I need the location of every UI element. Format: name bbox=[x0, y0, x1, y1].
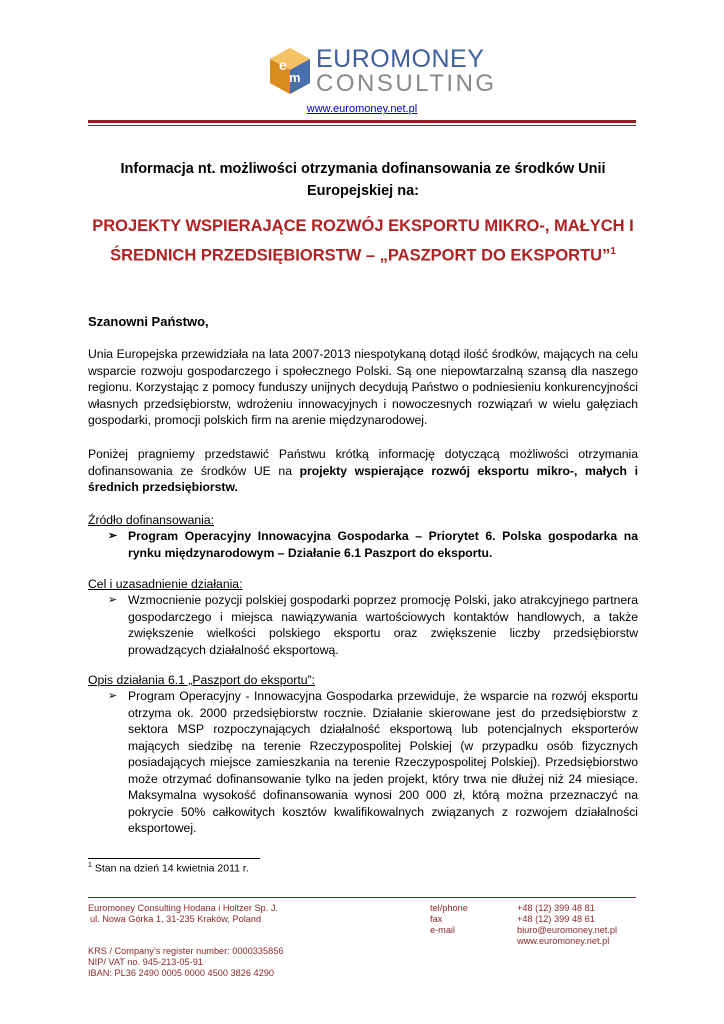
bullet-text: Wzmocnienie pozycji polskiej gospodarki poprzez promocję Polski, jako atrakcyjnego partnera gospodarczego i miejsca nawiązywania wartościowych kontaktów handlowych, a także zwiększenie wielkości polskiego eksportu oraz zwiększenie liczby przedsiębiorstw prowadzących działalność eksportową. bbox=[128, 593, 638, 657]
paragraph2-bold: projekty wspierające rozwój eksportu mikro-, małych i średnich przedsiębiorstw. bbox=[88, 463, 639, 494]
list-item bbox=[108, 528, 638, 561]
footer-krs: KRS / Company’s register number: 0000335856 bbox=[88, 946, 284, 956]
footer-email-label: e-mail bbox=[430, 925, 456, 935]
bullet-text: Program Operacyjny Innowacyjna Gospodarka – Priorytet 6. Polska gospodarka na rynku międzynarodowym – Działanie 6.1 Paszport do eksportu. bbox=[128, 529, 638, 560]
logo-line2: CONSULTING bbox=[316, 70, 497, 97]
second-paragraph bbox=[88, 446, 638, 496]
list-item bbox=[108, 592, 638, 658]
footer-fax: +48 (12) 399 48 61 bbox=[517, 914, 595, 924]
footnote-divider bbox=[88, 858, 260, 859]
footer-address: ul. Nowa Górka 1, 31-235 Kraków, Poland bbox=[90, 914, 262, 924]
logo-mark-icon bbox=[266, 46, 314, 96]
footer-email[interactable]: biuro@euromoney.net.pl bbox=[517, 925, 618, 935]
footer-tel-label: tel/phone bbox=[430, 903, 468, 913]
footnote-ref: 1 bbox=[610, 246, 616, 257]
arrow-bullet-icon: ➢ bbox=[108, 690, 118, 702]
arrow-bullet-icon: ➢ bbox=[108, 530, 118, 542]
paragraph2-text: Poniżej pragniemy przedstawić Państwu krótką informację dotyczącą możliwości otrzymania dofinansowania ze środków UE na bbox=[88, 447, 638, 478]
section-heading-funding-source: Źródło dofinansowania: bbox=[88, 513, 215, 527]
footnote-text: Stan na dzień 14 kwietnia 2011 r. bbox=[94, 862, 249, 875]
greeting: Szanowni Państwo, bbox=[88, 314, 209, 329]
bullet-text: Program Operacyjny - Innowacyjna Gospodarka przewiduje, że wsparcie na rozwój eksportu otrzyma ok. 2000 przedsiębiorstw rocznie. Działanie skierowane jest do przedsiębiorstw z sektora MSP rozpoczynających działalność eksportową lub potencjalnych eksporterów mających siedzibę na terenie Rzeczypospolitej Polskiej (w przypadku osób fizycznych posiadających miejsce zamieszkania na terenie Rzeczypospolitej Polskiej). Przedsiębiorstwo może otrzymać dofinansowanie tylko na jeden projekt, który trwa nie dłużej niż 24 miesiące. Maksymalna wysokość dofinansowania wynosi 200 000 zł, którą można przeznaczyć na pokrycie 50% całkowitych kosztów kwalifikowalnych związanych z rozwojem działalności eksportowej. bbox=[128, 689, 638, 835]
footer-iban: IBAN: PL36 2490 0005 0000 4500 3826 4290 bbox=[88, 968, 274, 978]
footnote bbox=[88, 862, 249, 875]
footer-nip: NIP/ VAT no. 945-213-05-91 bbox=[88, 957, 203, 967]
list-item bbox=[108, 688, 638, 837]
website-link[interactable]: www.euromoney.net.pl bbox=[306, 103, 418, 115]
section-heading-description: Opis działania 6.1 „Paszport do eksportu”: bbox=[88, 673, 315, 687]
header-divider bbox=[88, 120, 636, 123]
arrow-bullet-icon: ➢ bbox=[108, 594, 118, 606]
logo-line1: EUROMONEY bbox=[316, 45, 485, 73]
section-heading-goal: Cel i uzasadnienie działania: bbox=[88, 577, 243, 591]
document-title bbox=[88, 214, 638, 269]
intro-paragraph: Unia Europejska przewidziała na lata 2007-2013 niespotykaną dotąd ilość środków, mających na celu wsparcie rozwoju gospodarczego i społecznego Polski. Są one niepowtarzalną szansą dla naszego regionu. Korzystając z pomocy funduszy unijnych decydują Państwo o podniesieniu konkurencyjności własnych przedsiębiorstw, wdrożeniu innowacyjnych i nowoczesnych rozwiązań w wielu gałęziach gospodarki, promocji polskich firm na arenie międzynarodowej. bbox=[88, 347, 638, 427]
footer-divider bbox=[88, 897, 636, 898]
document-subtitle: Informacja nt. możliwości otrzymania dofinansowania ze środków Unii Europejskiej na: bbox=[120, 161, 606, 199]
footer-web[interactable]: www.euromoney.net.pl bbox=[517, 936, 610, 946]
footnote-number: 1 bbox=[88, 862, 92, 869]
footer-tel: +48 (12) 399 48 81 bbox=[517, 903, 595, 913]
footer-fax-label: fax bbox=[430, 914, 443, 924]
title-text: PROJEKTY WSPIERAJĄCE ROZWÓJ EKSPORTU MIKRO-, MAŁYCH I ŚREDNICH PRZEDSIĘBIORSTW – „PASZPORT DO EKSPORTU” bbox=[92, 217, 634, 265]
svg-text:e: e bbox=[279, 57, 287, 73]
svg-text:m: m bbox=[289, 70, 301, 85]
header-divider-thin bbox=[88, 125, 636, 126]
footer-company: Euromoney Consulting Hodana i Holtzer Sp. J. bbox=[88, 903, 278, 913]
company-logo bbox=[266, 45, 497, 98]
